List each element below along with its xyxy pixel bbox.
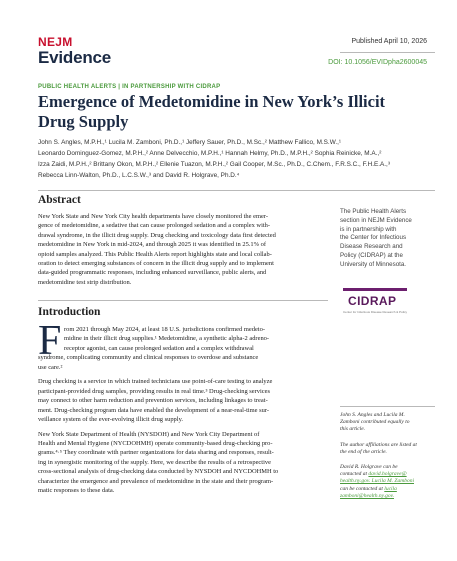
note-text: can be contacted at (340, 485, 383, 492)
abstract-line: medetomidine in New York in mid-2024, and through 2025 it was identified in 25.1% of (38, 241, 266, 249)
intro-line: receptor agonist, can cause prolonged sedation and a complex withdrawal (64, 344, 254, 352)
introduction-heading: Introduction (38, 306, 101, 318)
author-line: Rebecca Linn-Walton, Ph.D., L.C.S.W.,³ and David R. Holgrave, Ph.D.⁴ (38, 172, 240, 179)
sidebar-line: section in NEJM Evidence (340, 216, 412, 224)
article-notes (340, 412, 440, 500)
abstract-line: drawal syndrome, in the illicit drug supply. Drug checking and toxicology data first detected (38, 231, 276, 239)
sidebar-line: University of Minnesota. (340, 260, 407, 268)
note-line: this article. (340, 426, 366, 433)
abstract-line: New York State and New York City health departments have closely monitored the emer- (38, 213, 268, 220)
intro-line: participant-provided drug samples, providing results in real time.³ Drug-checking services (38, 387, 271, 395)
author-line: Leonardo Dominguez-Gomez, M.P.H.,² Anne Delvecchio, M.P.H.,¹ Hannah Helmy, Ph.D., M.P.H.,² Sophia Reinicke, M.A.,² (38, 150, 382, 157)
email-link-holgrave[interactable]: david.holgrave@ (368, 471, 407, 478)
logo-nejm-text: NEJM (38, 35, 73, 49)
intro-line: syndrome, complicating community and clinical responses to overdose and substance (38, 354, 259, 362)
intro-line: rom 2021 through May 2024, at least 18 U.S. jurisdictions confirmed medeto- (64, 326, 265, 333)
abstract-line: opioid samples analyzed. This Public Health Alerts report highlights state and local collab- (38, 250, 272, 258)
intro-line: cross-sectional analysis of drug-checking data conducted by NYSDOH and NYCDOHMH to (38, 468, 279, 476)
intro-line: ment. Drug-checking program data have enabled the development of a near-real-time sur- (38, 406, 270, 414)
intro-line: characterize the emergence and prevalence of medetomidine in the state and their program- (38, 477, 274, 485)
author-line: Izza Zaidi, M.P.H.,² Brittany Okon, M.P.H.,² Ellenie Tuazon, M.P.H.,² Gail Cooper, M.Sc., Ph.D., C.Chem., F.R.S.C., F.H.E.A.,³ (38, 161, 390, 168)
intro-line: Drug checking is a service in which trained technicians use point-of-care testing to analyze (38, 378, 273, 386)
note-line (340, 486, 440, 493)
sidebar-line: Disease Research and (340, 243, 403, 251)
abstract-line: gence of medetomidine, a sedative that can cause prolonged sedation and a complex with- (38, 222, 271, 230)
sidebar-line: Policy (CIDRAP) at the (340, 251, 403, 259)
sidebar-line: the Center for Infectious (340, 234, 407, 242)
note-text: contacted at (340, 471, 368, 478)
email-link-holgrave-domain[interactable]: health.ny.gov. Lucila M. Zamboni (340, 478, 414, 485)
abstract-text (38, 212, 328, 287)
logo-evidence-text: Evidence (38, 48, 112, 67)
cidrap-logo-bar (343, 288, 407, 291)
abstract-line: medetomidine test strip distribution. (38, 278, 132, 286)
introduction-body (38, 325, 328, 496)
sidebar-line: is in partnership with (340, 225, 397, 233)
intro-line: matic responses to these data. (38, 487, 115, 495)
abstract-line: oration to detect emerging substances of concern in the illicit drug supply and to implement (38, 260, 274, 268)
note-line: The author affiliations are listed at (340, 441, 417, 448)
note-line: Zamboni contributed equally to (340, 419, 410, 426)
intro-divider (38, 300, 328, 301)
series-label: PUBLIC HEALTH ALERTS | IN PARTNERSHIP WITH CIDRAP (38, 84, 221, 90)
author-line: John S. Angles, M.P.H.,¹ Lucila M. Zamboni, Ph.D.,¹ Jeffery Sauer, Ph.D., M.Sc.,² Matthew Fallico, M.S.W.,¹ (38, 139, 342, 146)
note-line: David R. Holgrave can be (340, 464, 398, 471)
sidebar-line: The Public Health Alerts (340, 208, 407, 215)
abstract-line: data-guided programmatic responses, including enhanced surveillance, public alerts, and (38, 269, 267, 277)
intro-line: veillance system of the ever-evolving illicit drug supply. (38, 416, 183, 424)
cidrap-logo-text: CIDRAP (348, 294, 397, 308)
intro-line: grams.⁴·⁵ They coordinate with partner organizations for data sharing and responses, result- (38, 449, 274, 457)
intro-line: midine in their illicit drug supplies.¹ Medetomidine, a synthetic alpha-2 adreno- (64, 335, 270, 343)
note-line: John S. Angles and Lucila M. (340, 412, 405, 418)
email-link-zamboni[interactable]: lucila (384, 485, 397, 492)
note-line: the end of the article. (340, 448, 387, 455)
header-divider (340, 52, 435, 53)
drop-cap: F (38, 318, 62, 364)
abstract-divider (38, 190, 435, 191)
notes-divider (340, 406, 435, 407)
cidrap-logo-subtitle: Center for Infectious Disease Research & Policy (343, 310, 408, 314)
nejm-evidence-logo[interactable] (38, 36, 111, 66)
note-line (340, 471, 440, 478)
doi-link[interactable]: DOI: 10.1056/EVIDpha2600045 (328, 59, 427, 66)
note-line (340, 478, 440, 485)
note-line (340, 493, 440, 500)
partnership-note (340, 208, 435, 270)
published-date: Published April 10, 2026 (351, 38, 427, 45)
intro-line: may connect to other harm reduction and prevention services, including linkages to treat- (38, 397, 268, 405)
author-list (38, 137, 433, 181)
abstract-heading: Abstract (38, 194, 81, 206)
article-title: Emergence of Medetomidine in New York’s Illicit Drug Supply (38, 92, 386, 131)
intro-line: ing in synergistic monitoring of the supply. Here, we describe the results of a retrospective (38, 458, 271, 466)
intro-line: New York State Department of Health (NYSDOH) and New York City Department of (38, 430, 260, 438)
email-link-zamboni-domain[interactable]: zamboni@health.ny.gov. (340, 492, 394, 499)
intro-line: use care.² (38, 363, 63, 371)
intro-line: Health and Mental Hygiene (NYCDOHMH) operate community-based drug-checking pro- (38, 439, 273, 447)
